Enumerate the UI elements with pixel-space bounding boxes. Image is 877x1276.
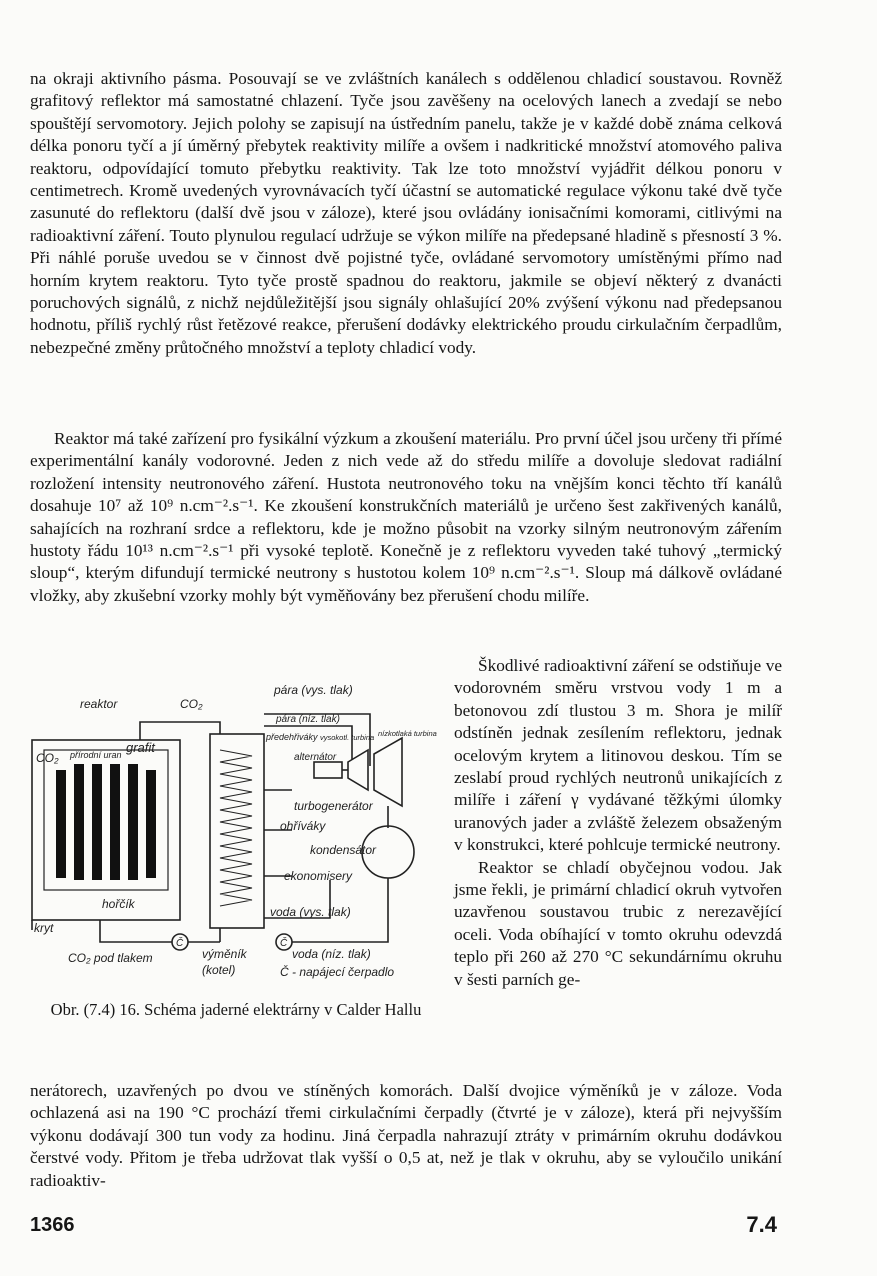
label-turbogenerator: turbogenerátor <box>294 799 373 813</box>
label-nizkotlaka-turbina: nízkotlaká turbina <box>378 729 437 738</box>
paragraph-research-facilities: Reaktor má také zařízení pro fysikální výzkum a zkoušení materiálu. Pro první účel jsou určeny tři přímé experimentální kanály vodorovné. Jeden z nich vede až do středu milíře a dovoluje sledovat radiální rozložení intensity neutronového záření. Hustota neutronového toku na vnějším konci těchto tří kanálů dosahuje 10⁷ až 10⁹ n.cm⁻².s⁻¹. Ke zkoušení konstrukčních materiálů je určeno šest zakřivených kanálů, sahajících na rozhraní srdce a reflektoru, kde je možno působit na vzorky silným neutronovým zářením hustoty řádu 10¹³ n.cm⁻².s⁻¹ při vysoké teplotě. Konečně je z reflektoru vyveden také tuhový „termický sloup“, kterým difundují termické neutrony s hustotou kolem 10⁹ n.cm⁻².s⁻¹. Sloup má dálkově ovládané vložky, aby zkušební vzorky mohly být vyměňovány bez přerušení chodu milíře. <box>30 429 782 605</box>
label-napajeci-cerpadlo: Č - napájecí čerpadlo <box>280 965 395 979</box>
label-horcik: hořčík <box>102 897 135 911</box>
label-co2-top: CO₂ <box>180 697 203 711</box>
label-voda-niz: voda (níz. tlak) <box>292 947 371 961</box>
co2-return-pipe <box>100 920 172 942</box>
pump-symbol-2: Č <box>280 938 288 949</box>
label-vysokotl-turbina: vysokotl. turbina <box>320 733 375 742</box>
label-voda-vys: voda (vys. tlak) <box>270 905 351 919</box>
label-alternator: alternátor <box>294 752 337 763</box>
label-reaktor: reaktor <box>80 697 118 711</box>
label-kotel: (kotel) <box>202 963 236 977</box>
section-number: 7.4 <box>746 1212 777 1237</box>
alternator <box>314 762 342 778</box>
low-pressure-turbine <box>374 738 402 806</box>
label-prirodni-uran: přírodní uran <box>70 750 122 760</box>
side-column <box>454 655 782 991</box>
high-pressure-turbine <box>348 750 368 790</box>
co2-hot-pipe <box>140 722 220 740</box>
label-co2-left: CO₂ <box>36 751 59 765</box>
figure-caption: Obr. (7.4) 16. Schéma jaderné elektrárny v Calder Hallu <box>50 1000 422 1019</box>
label-para-niz: pára (níz. tlak) <box>276 714 340 725</box>
label-ekonomisery: ekonomisery <box>284 869 353 883</box>
reactor-vessel <box>32 740 180 920</box>
pump-symbol-1: Č <box>176 938 184 949</box>
fuel-rods <box>56 764 156 880</box>
label-ohrivaky: ohříváky <box>280 819 326 833</box>
paragraph-cooling: Reaktor se chladí obyčejnou vodou. Jak jsme řekli, je primární chladicí okruh vytvořen uzavřenou soustavou trubic z nerezavějící oceli. Voda obíhající v tomto okruhu odevzdá teplo při 260 až 270 °C sekundárnímu okruhu v šesti parních ge- <box>454 857 782 989</box>
paragraph-control-rods: na okraji aktivního pásma. Posouvají se ve zvláštních kanálech s oddělenou chladicí soustavou. Rovněž grafitový reflektor má samostatné chlazení. Tyče jsou zavěšeny na ocelových lanech a zvedají se nebo spouštějí servomotory. Jejich polohy se zapisují na ústředním panelu, takže je v každé době známa celková délka ponoru tyčí a jí úměrný přebytek reaktivity milíře a ovšem i nadkritické množství atomového paliva reaktoru, odpovídající tomuto přebytku reaktivity. Tak lze toto množství vyjádřit délkou ponoru v centimetrech. Kromě uvedených vyrovnávacích tyčí účastní se automatické regulace výkonu také dvě tyče zasunuté do reflektoru (další dvě jsou v záloze), které jsou ovládány ionisačními komorami, citlivými na radioaktivní záření. Touto plynulou regulací udržuje se výkon milíře na předepsané hladině s přesností 3 %. Při náhlé poruše uvedou se v činnost dvě pojistné tyče, ovládané servomotory umístěnými přímo nad horním krytem reaktoru. Tyto tyče prostě spadnou do reaktoru, jakmile se objeví některý z dvanácti poruchových signálů, z nichž nejdůležitější jsou signály ohlašující 20% zvýšení výkonu nad předepsanou hodnotu, příliš rychlý růst řetězové reakce, přerušení dodávky elektrického proudu cirkulačním čerpadlům, nebezpečné změny průtočného množství a teploty chladicí vody. <box>30 69 782 357</box>
label-para-vys: pára (vys. tlak) <box>274 683 353 697</box>
label-kryt: kryt <box>34 921 54 935</box>
label-kondensator: kondensátor <box>310 843 377 857</box>
page-number: 1366 <box>30 1214 75 1236</box>
label-co2-pod-tlakem: CO₂ pod tlakem <box>68 951 153 965</box>
label-grafit: grafit <box>126 740 155 755</box>
power-plant-diagram <box>30 680 442 980</box>
label-vymenik: výměník <box>202 947 247 961</box>
label-predehrivaky: předehřiváky <box>266 732 318 742</box>
paragraph-shielding: Škodlivé radioaktivní záření se odstiňuje ve vodorovném směru vrstvou vody 1 m a betonovou zdí tlustou 3 m. Shora je milíř odstíněn jednak zesílením reflektoru, jednak ocelovým krytem a litinovou deskou. Tím se zeslabí proud rychlých neutronů unikajících z milíře i záření γ vydávané těžkými úlomky uranových jader a zvláště železem obsaženým v konstrukci, které pohlcuje termické neutrony. <box>454 656 782 855</box>
paragraph-generators: nerátorech, uzavřených po dvou ve stíněných komorách. Další dvojice výměníků je v záloze. Voda ochlazená asi na 190 °C prochází třemi cirkulačními čerpadly (čtvrté je v záloze), která při nejvyšším výkonu dodávají 300 tun vody za hodinu. Jiná čerpadla nahrazují ztráty v primárním okruhu dodávkou čerstvé vody. Přitom je třeba udržovat tlak vyšší o 0,5 at, než je tlak v okruhu, aby se vyloučilo unikání radioaktiv- <box>30 1081 782 1190</box>
